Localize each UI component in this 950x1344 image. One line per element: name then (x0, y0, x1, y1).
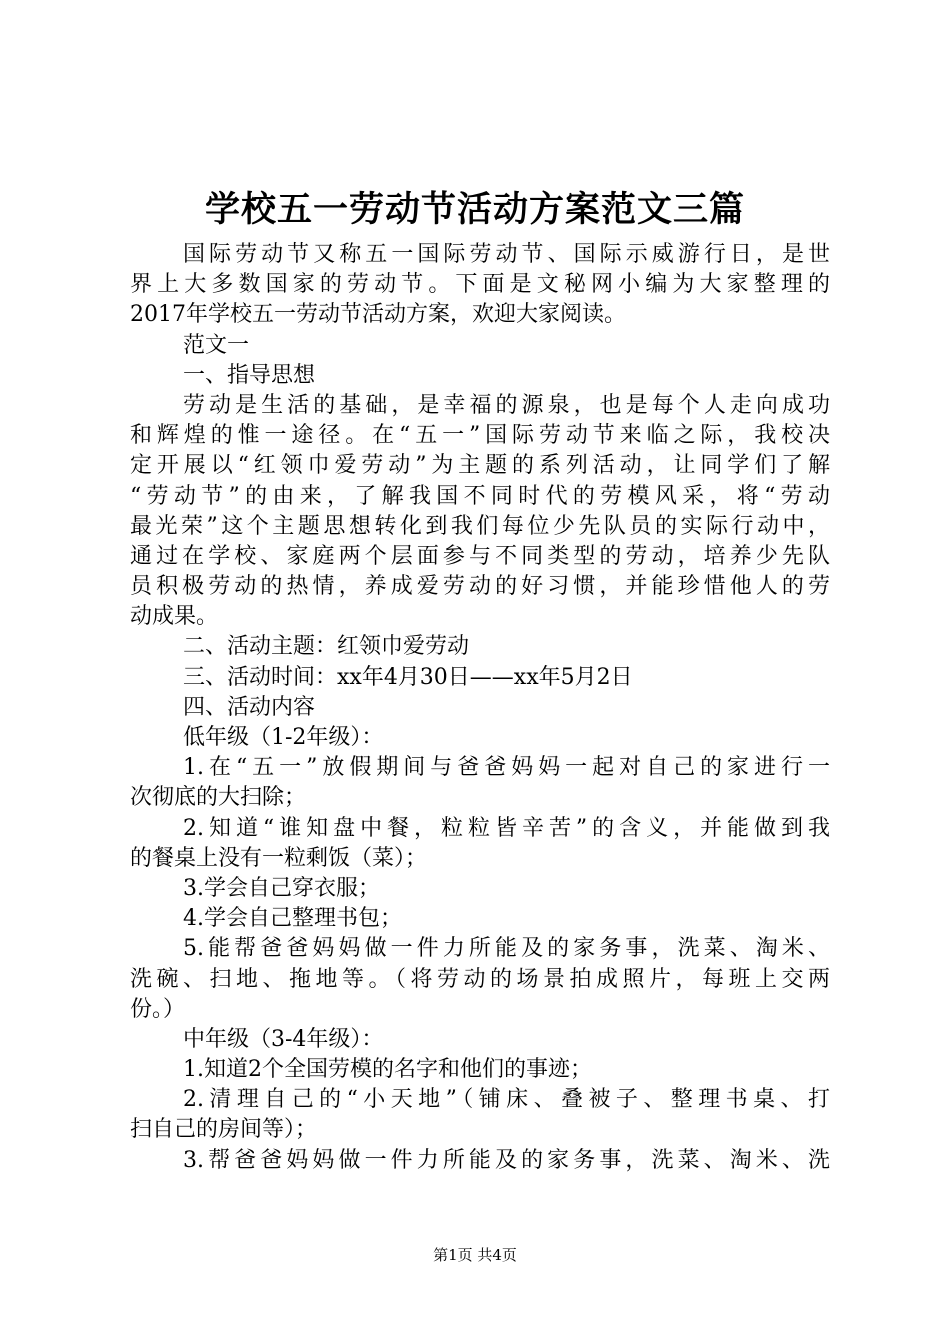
body-line: 洗碗、扫地、拖地等。（将劳动的场景拍成照片，每班上交两 (130, 966, 830, 992)
body-line: 3.学会自己穿衣服； (183, 875, 380, 901)
body-line: 扫自己的房间等）； (130, 1117, 318, 1143)
body-line: 一、指导思想 (183, 362, 316, 388)
page-footer: 第1页 共4页 (433, 1246, 517, 1264)
body-line: 四、活动内容 (183, 694, 316, 720)
body-line: 的餐桌上没有一粒剩饭（菜）； (130, 845, 428, 871)
body-line: 动成果。 (130, 604, 219, 630)
body-line: 二、活动主题：红领巾爱劳动 (183, 634, 470, 660)
body-line: 2.知道“谁知盘中餐，粒粒皆辛苦”的含义，并能做到我 (183, 815, 830, 841)
body-line: 界上大多数国家的劳动节。下面是文秘网小编为大家整理的 (130, 272, 830, 298)
body-line: 1.知道2个全国劳模的名字和他们的事迹； (183, 1057, 592, 1083)
body-line: 和辉煌的惟一途径。在“五一”国际劳动节来临之际，我校决 (130, 423, 830, 449)
document-title: 学校五一劳动节活动方案范文三篇 (204, 189, 745, 230)
body-line: 1.在“五一”放假期间与爸爸妈妈一起对自己的家进行一 (183, 755, 830, 781)
body-line: 三、活动时间：xx年4月30日——xx年5月2日 (183, 664, 633, 690)
body-line: 员积极劳动的热情，养成爱劳动的好习惯，并能珍惜他人的劳 (130, 574, 830, 600)
body-line: 5.能帮爸爸妈妈做一件力所能及的家务事，洗菜、淘米、 (183, 936, 830, 962)
body-line: “劳动节”的由来，了解我国不同时代的劳模风采，将“劳动 (130, 483, 830, 509)
body-line: 最光荣”这个主题思想转化到我们每位少先队员的实际行动中， (130, 513, 830, 539)
body-line: 范文一 (183, 332, 250, 358)
document-body (130, 240, 830, 1176)
body-line: 通过在学校、家庭两个层面参与不同类型的劳动，培养少先队 (130, 543, 830, 569)
body-line: 低年级（1-2年级）： (183, 725, 384, 750)
body-line: 份。） (130, 996, 186, 1022)
body-line: 定开展以“红领巾爱劳动”为主题的系列活动，让同学们了解 (130, 453, 830, 479)
body-line: 3.帮爸爸妈妈做一件力所能及的家务事，洗菜、淘米、洗 (183, 1147, 830, 1173)
body-line: 4.学会自己整理书包； (183, 906, 402, 932)
body-line: 劳动是生活的基础，是幸福的源泉，也是每个人走向成功 (183, 392, 830, 418)
body-line: 中年级（3-4年级）： (183, 1026, 384, 1052)
body-line: 次彻底的大扫除； (130, 785, 307, 811)
body-line: 国际劳动节又称五一国际劳动节、国际示威游行日，是世 (183, 242, 830, 267)
body-line: 2017年学校五一劳动节活动方案，欢迎大家阅读。 (130, 302, 626, 328)
body-line: 2.清理自己的“小天地”（铺床、叠被子、整理书桌、打 (183, 1087, 830, 1113)
